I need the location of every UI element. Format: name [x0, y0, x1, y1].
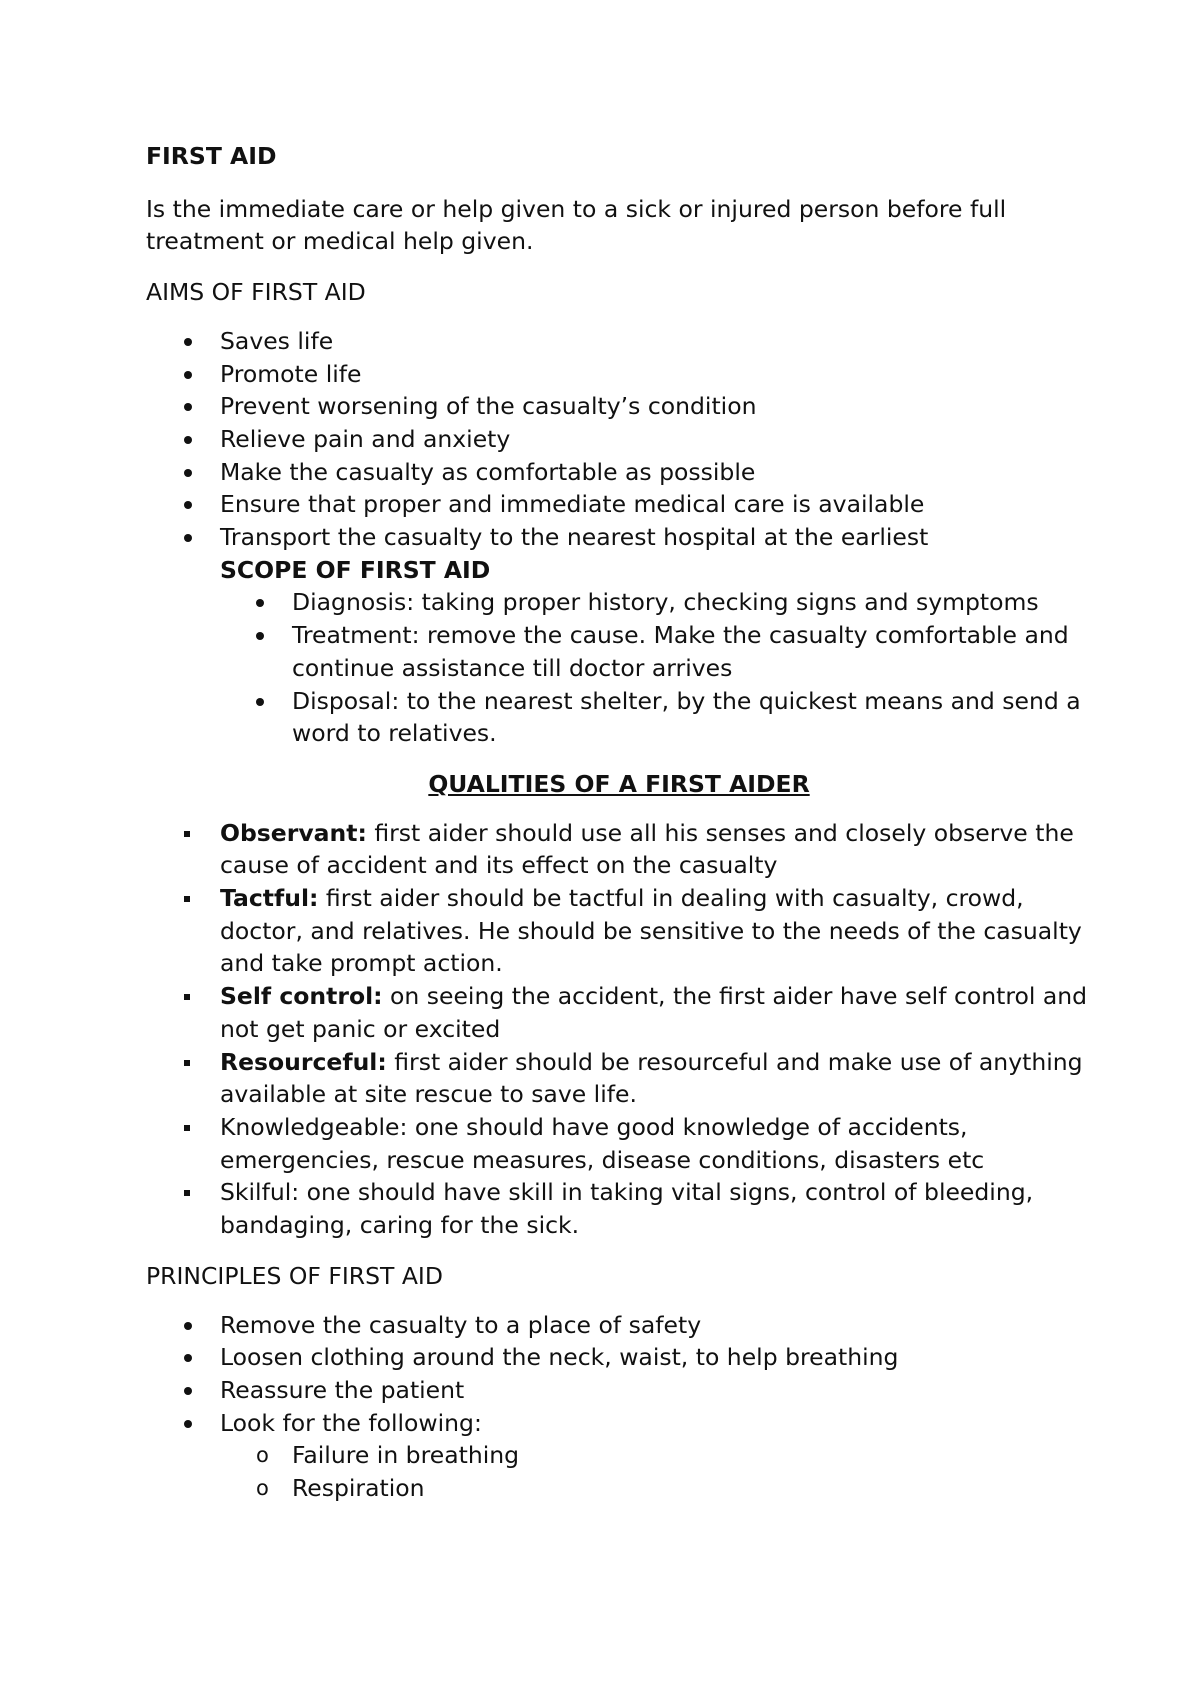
list-item: Look for the following:	[146, 1407, 1106, 1440]
bullet-icon	[184, 1387, 192, 1395]
bullet-icon	[184, 501, 192, 509]
square-bullet-icon	[184, 994, 190, 1000]
list-item: Prevent worsening of the casualty’s condition	[146, 390, 1106, 423]
bullet-icon	[256, 599, 264, 607]
scope-heading: SCOPE OF FIRST AID	[220, 555, 491, 584]
list-item: o Respiration	[146, 1472, 1106, 1505]
list-item: Ensure that proper and immediate medical care is available	[146, 488, 1106, 521]
list-item: Resourceful: first aider should be resourceful and make use of anything available at site rescue to save life.	[146, 1046, 1106, 1111]
list-item: Make the casualty as comfortable as possible	[146, 456, 1106, 489]
list-item: Saves life	[146, 325, 1106, 358]
bullet-icon	[184, 371, 192, 379]
list-item: Disposal: to the nearest shelter, by the quickest means and send a word to relatives.	[146, 685, 1106, 750]
qualities-heading: QUALITIES OF A FIRST AIDER	[428, 769, 810, 798]
list-item: Relieve pain and anxiety	[146, 423, 1106, 456]
list-item: Transport the casualty to the nearest hospital at the earliest	[146, 521, 1106, 554]
circle-bullet-icon: o	[256, 1443, 269, 1468]
circle-bullet-icon: o	[256, 1476, 269, 1501]
document-page	[146, 140, 1106, 1505]
aims-list	[146, 325, 1106, 554]
definition-paragraph: Is the immediate care or help given to a sick or injured person before full treatment or medical help given.	[146, 194, 1007, 256]
list-item: Reassure the patient	[146, 1374, 1106, 1407]
bullet-icon	[256, 698, 264, 706]
bullet-icon	[256, 632, 264, 640]
list-item: Skilful: one should have skill in taking vital signs, control of bleeding, bandaging, caring for the sick.	[146, 1176, 1106, 1241]
square-bullet-icon	[184, 1190, 190, 1196]
principles-heading: PRINCIPLES OF FIRST AID	[146, 1261, 443, 1290]
list-item: Promote life	[146, 358, 1106, 391]
list-item: Tactful: first aider should be tactful in dealing with casualty, crowd, doctor, and relatives. He should be sensitive to the needs of the casualty and take prompt action.	[146, 882, 1106, 980]
list-item: Self control: on seeing the accident, the first aider have self control and not get panic or excited	[146, 980, 1106, 1045]
list-item: Knowledgeable: one should have good knowledge of accidents, emergencies, rescue measures, disease conditions, disasters etc	[146, 1111, 1106, 1176]
list-item: Remove the casualty to a place of safety	[146, 1309, 1106, 1342]
bullet-icon	[184, 1420, 192, 1428]
list-item: Observant: first aider should use all his senses and closely observe the cause of accident and its effect on the casualty	[146, 817, 1106, 882]
list-item: Diagnosis: taking proper history, checking signs and symptoms	[146, 586, 1106, 619]
bullet-icon	[184, 338, 192, 346]
bullet-icon	[184, 469, 192, 477]
list-item: Treatment: remove the cause. Make the casualty comfortable and continue assistance till doctor arrives	[146, 619, 1106, 684]
square-bullet-icon	[184, 896, 190, 902]
bullet-icon	[184, 1322, 192, 1330]
list-item: o Failure in breathing	[146, 1439, 1106, 1472]
square-bullet-icon	[184, 831, 190, 837]
list-item: Loosen clothing around the neck, waist, to help breathing	[146, 1341, 1106, 1374]
bullet-icon	[184, 436, 192, 444]
bullet-icon	[184, 534, 192, 542]
document-title: FIRST AID	[146, 142, 277, 170]
bullet-icon	[184, 1354, 192, 1362]
qualities-list	[146, 817, 1106, 1242]
aims-heading: AIMS OF FIRST AID	[146, 278, 366, 307]
square-bullet-icon	[184, 1125, 190, 1131]
principles-list	[146, 1309, 1106, 1505]
bullet-icon	[184, 403, 192, 411]
square-bullet-icon	[184, 1060, 190, 1066]
scope-list	[146, 586, 1106, 750]
